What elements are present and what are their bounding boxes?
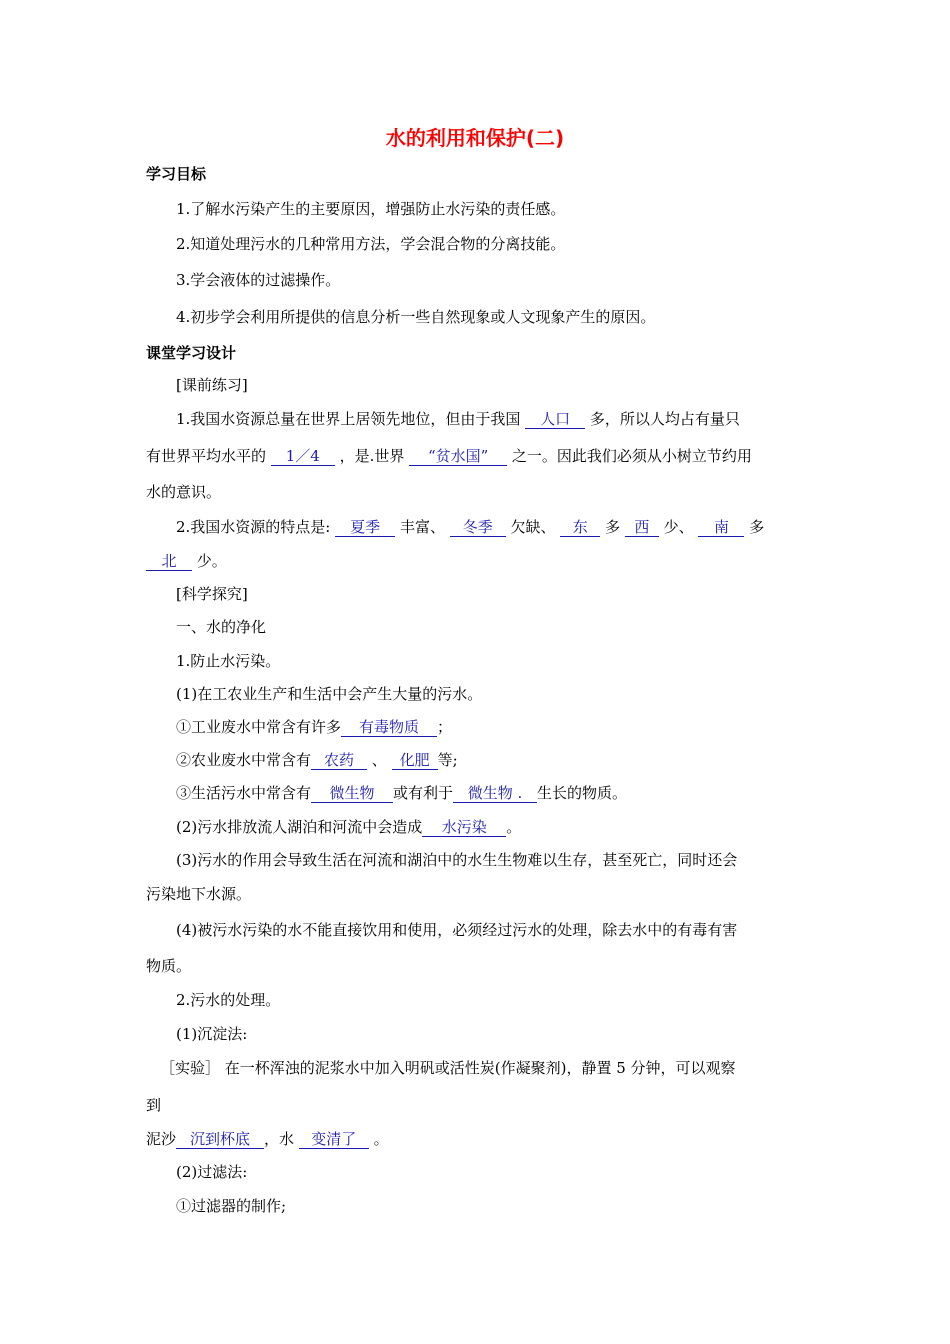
point-2-1: (1)沉淀法:	[176, 1025, 248, 1043]
point-1-3-cont: 污染地下水源。	[146, 885, 252, 903]
answer-blank: 微生物 .	[453, 784, 537, 803]
circled-item-1: ①工业废水中常含有许多 有毒物质 ；	[176, 718, 453, 736]
circled-item-3: ③生活污水中常含有 微生物 或有利于 微生物 . 生长的物质。	[176, 784, 628, 802]
question-1-line-2: 有世界平均水平的 1／4 ，是.世界 “贫水国” 之一。因此我们必须从小树立节约用	[146, 447, 752, 465]
point-1-2: (2)污水排放流人湖泊和河流中会造成 水污染 。	[176, 818, 522, 836]
answer-blank: 变清了	[299, 1130, 369, 1149]
answer-blank: 北	[146, 552, 192, 571]
answer-blank: 农药	[311, 751, 367, 770]
question-1-line-1: 1.我国水资源总量在世界上居领先地位，但由于我国 人口 多，所以人均占有量只	[176, 410, 740, 428]
experiment-line-1: ［实验］ 在一杯浑浊的泥浆水中加入明矾或活性炭(作凝聚剂)，静置 5 分钟，可以观察	[160, 1059, 736, 1077]
explore-label: [科学探究]	[176, 585, 248, 603]
section-heading: 一、水的净化	[176, 618, 267, 636]
answer-blank: 化肥	[392, 751, 438, 770]
answer-blank: 南	[698, 518, 744, 537]
point-2-2: (2)过滤法:	[176, 1163, 248, 1181]
goal-item: 2.知道处理污水的几种常用方法，学会混合物的分离技能。	[176, 235, 566, 253]
goal-item: 3.学会液体的过滤操作。	[176, 271, 341, 289]
goals-heading: 学习目标	[146, 165, 207, 183]
answer-blank: 1／4	[271, 447, 335, 466]
goal-item: 4.初步学会利用所提供的信息分析一些自然现象或人文现象产生的原因。	[176, 308, 656, 326]
answer-blank: 水污染	[422, 818, 506, 837]
answer-blank: 西	[625, 518, 659, 537]
point-2: 2.污水的处理。	[176, 991, 281, 1009]
point-1-1: (1)在工农业生产和生活中会产生大量的污水。	[176, 685, 483, 703]
question-2-line-1: 2.我国水资源的特点是: 夏季 丰富、 冬季 欠缺、 东 多 西 少、 南 多	[176, 518, 765, 536]
experiment-line-3: 泥沙 沉到杯底 ，水 变清了 。	[146, 1130, 389, 1148]
circled-item-2: ②农业废水中常含有 农药 、 化肥 等;	[176, 751, 458, 769]
answer-blank: 有毒物质	[341, 718, 437, 737]
page-title: 水的利用和保护(二)	[385, 126, 565, 150]
answer-blank: 微生物	[311, 784, 393, 803]
point-1-4: (4)被污水污染的水不能直接饮用和使用，必须经过污水的处理，除去水中的有毒有害	[176, 921, 738, 939]
answer-blank: 人口	[525, 410, 585, 429]
pre-exercise-label: [课前练习]	[176, 376, 248, 394]
answer-blank: “贫水国”	[409, 447, 507, 466]
point-1-3: (3)污水的作用会导致生活在河流和湖泊中的水生生物难以生存，甚至死亡，同时还会	[176, 851, 738, 869]
question-1-line-3: 水的意识。	[146, 483, 222, 501]
question-2-line-2: 北 少。	[146, 551, 227, 571]
answer-blank: 沉到杯底	[176, 1130, 264, 1149]
point-1: 1.防止水污染。	[176, 652, 281, 670]
point-1-4-cont: 物质。	[146, 957, 192, 975]
goal-item: 1.了解水污染产生的主要原因，增强防止水污染的责任感。	[176, 200, 566, 218]
experiment-line-2: 到	[146, 1096, 162, 1114]
answer-blank: 东	[560, 518, 600, 537]
design-heading: 课堂学习设计	[146, 344, 237, 362]
answer-blank: 冬季	[450, 518, 506, 537]
answer-blank: 夏季	[335, 518, 395, 537]
point-2-2-1: ①过滤器的制作;	[176, 1197, 287, 1215]
